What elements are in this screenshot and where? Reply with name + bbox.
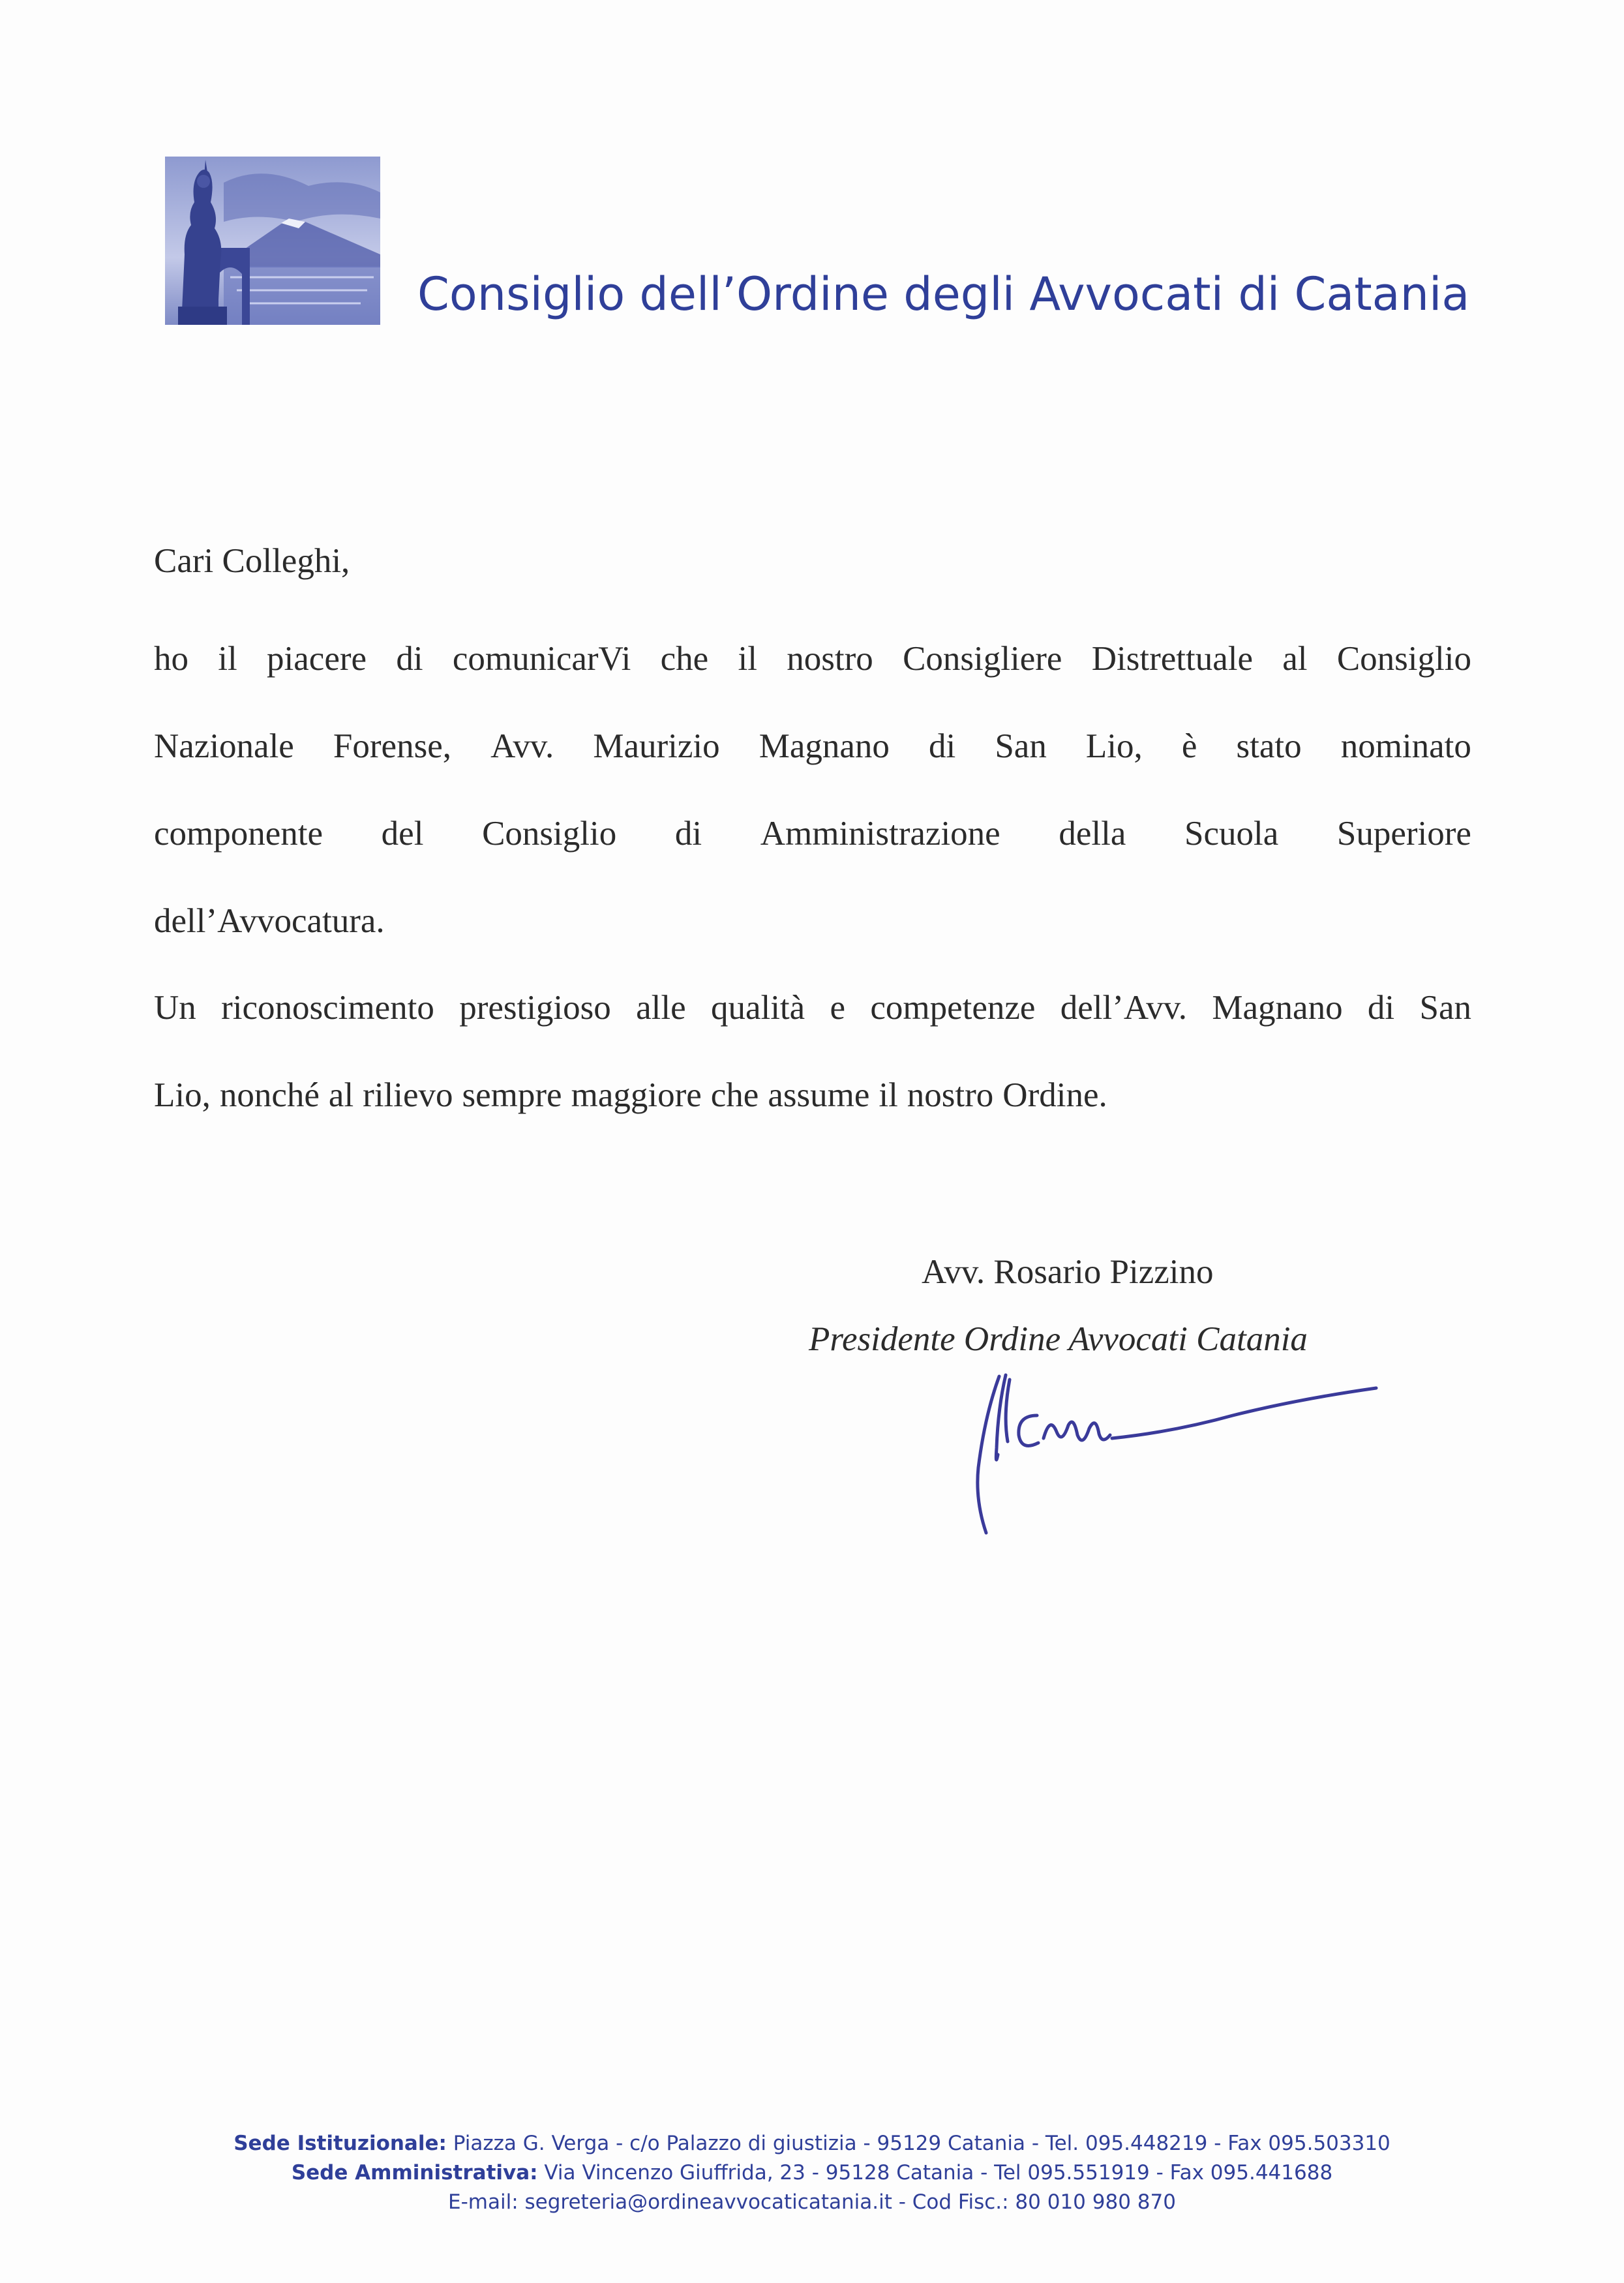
word: rilievo [363, 1076, 453, 1114]
word: di [396, 640, 423, 678]
signatory-name: Avv. Rosario Pizzino [922, 1253, 1214, 1291]
paragraph-1-line [154, 901, 1471, 989]
footer-institutional-address [160, 2132, 1464, 2155]
word: comunicarVi [452, 640, 631, 678]
word: il [738, 640, 757, 678]
word: di [674, 815, 702, 853]
word: Consiglio [1336, 640, 1471, 678]
word: Forense, [333, 727, 451, 765]
salutation: Cari Colleghi, [154, 542, 350, 580]
word: al [1282, 640, 1308, 678]
word: Consigliere [903, 640, 1062, 678]
footer-label: Sede Istituzionale: [233, 2132, 447, 2155]
word: nominato [1340, 727, 1471, 765]
word: Un [154, 989, 196, 1027]
word: Maurizio [593, 727, 720, 765]
paragraph-1-line [154, 814, 1471, 901]
word: assume [768, 1076, 870, 1114]
word: che [710, 1076, 759, 1114]
word: qualità [710, 989, 805, 1027]
word: il [218, 640, 237, 678]
word: Scuola [1184, 815, 1279, 853]
word: del [381, 815, 424, 853]
word: di [1367, 989, 1395, 1027]
footer-label: Sede Amministrativa: [291, 2161, 538, 2185]
word: dell’Avvocatura. [154, 902, 385, 940]
word: nostro [907, 1076, 994, 1114]
word: prestigioso [459, 989, 611, 1027]
handwritten-signature [959, 1370, 1415, 1539]
footer-contact: E-mail: segreteria@ordineavvocaticatania.it - Cod Fisc.: 80 010 980 870 [448, 2190, 1176, 2214]
word: e [830, 989, 846, 1027]
word: di [928, 727, 956, 765]
word: è [1181, 727, 1197, 765]
paragraph-1 [154, 639, 1471, 989]
sicilian-landscape-statue-logo [165, 157, 380, 325]
word: Magnano [759, 727, 890, 765]
word: Consiglio [482, 815, 617, 853]
word: Nazionale [154, 727, 294, 765]
footer-text: Piazza G. Verga - c/o Palazzo di giustizia - 95129 Catania - Tel. 095.448219 - Fax 095.503310 [446, 2132, 1391, 2155]
word: Ordine. [1002, 1076, 1107, 1114]
word: Distrettuale [1091, 640, 1253, 678]
signatory-role: Presidente Ordine Avvocati Catania [809, 1320, 1308, 1358]
word: che [660, 640, 709, 678]
word: Lio, [1085, 727, 1143, 765]
footer-administrative-address [160, 2161, 1464, 2185]
word: dell’Avv. [1060, 989, 1188, 1027]
paragraph-2-line [154, 1076, 1471, 1163]
word: San [1419, 989, 1471, 1027]
organization-title: Consiglio dell’Ordine degli Avvocati di Catania [417, 267, 1470, 321]
word: piacere [267, 640, 367, 678]
word: il [879, 1076, 898, 1114]
word: nonché [219, 1076, 320, 1114]
footer-text: Via Vincenzo Giuffrida, 23 - 95128 Catania - Tel 095.551919 - Fax 095.441688 [537, 2161, 1333, 2185]
word: della [1059, 815, 1126, 853]
word: componente [154, 815, 323, 853]
paragraph-2 [154, 988, 1471, 1163]
word: Superiore [1336, 815, 1471, 853]
word: ho [154, 640, 188, 678]
word: alle [636, 989, 686, 1027]
word: competenze [870, 989, 1036, 1027]
word: Avv. [490, 727, 554, 765]
word: Amministrazione [760, 815, 1000, 853]
word: San [995, 727, 1047, 765]
word: nostro [787, 640, 873, 678]
word: Magnano [1212, 989, 1343, 1027]
word: sempre [462, 1076, 562, 1114]
word: stato [1236, 727, 1302, 765]
paragraph-1-line [154, 639, 1471, 727]
paragraph-1-line [154, 727, 1471, 814]
word: maggiore [571, 1076, 702, 1114]
word: Lio, [154, 1076, 211, 1114]
paragraph-2-line [154, 988, 1471, 1076]
word: riconoscimento [221, 989, 434, 1027]
word: al [328, 1076, 354, 1114]
